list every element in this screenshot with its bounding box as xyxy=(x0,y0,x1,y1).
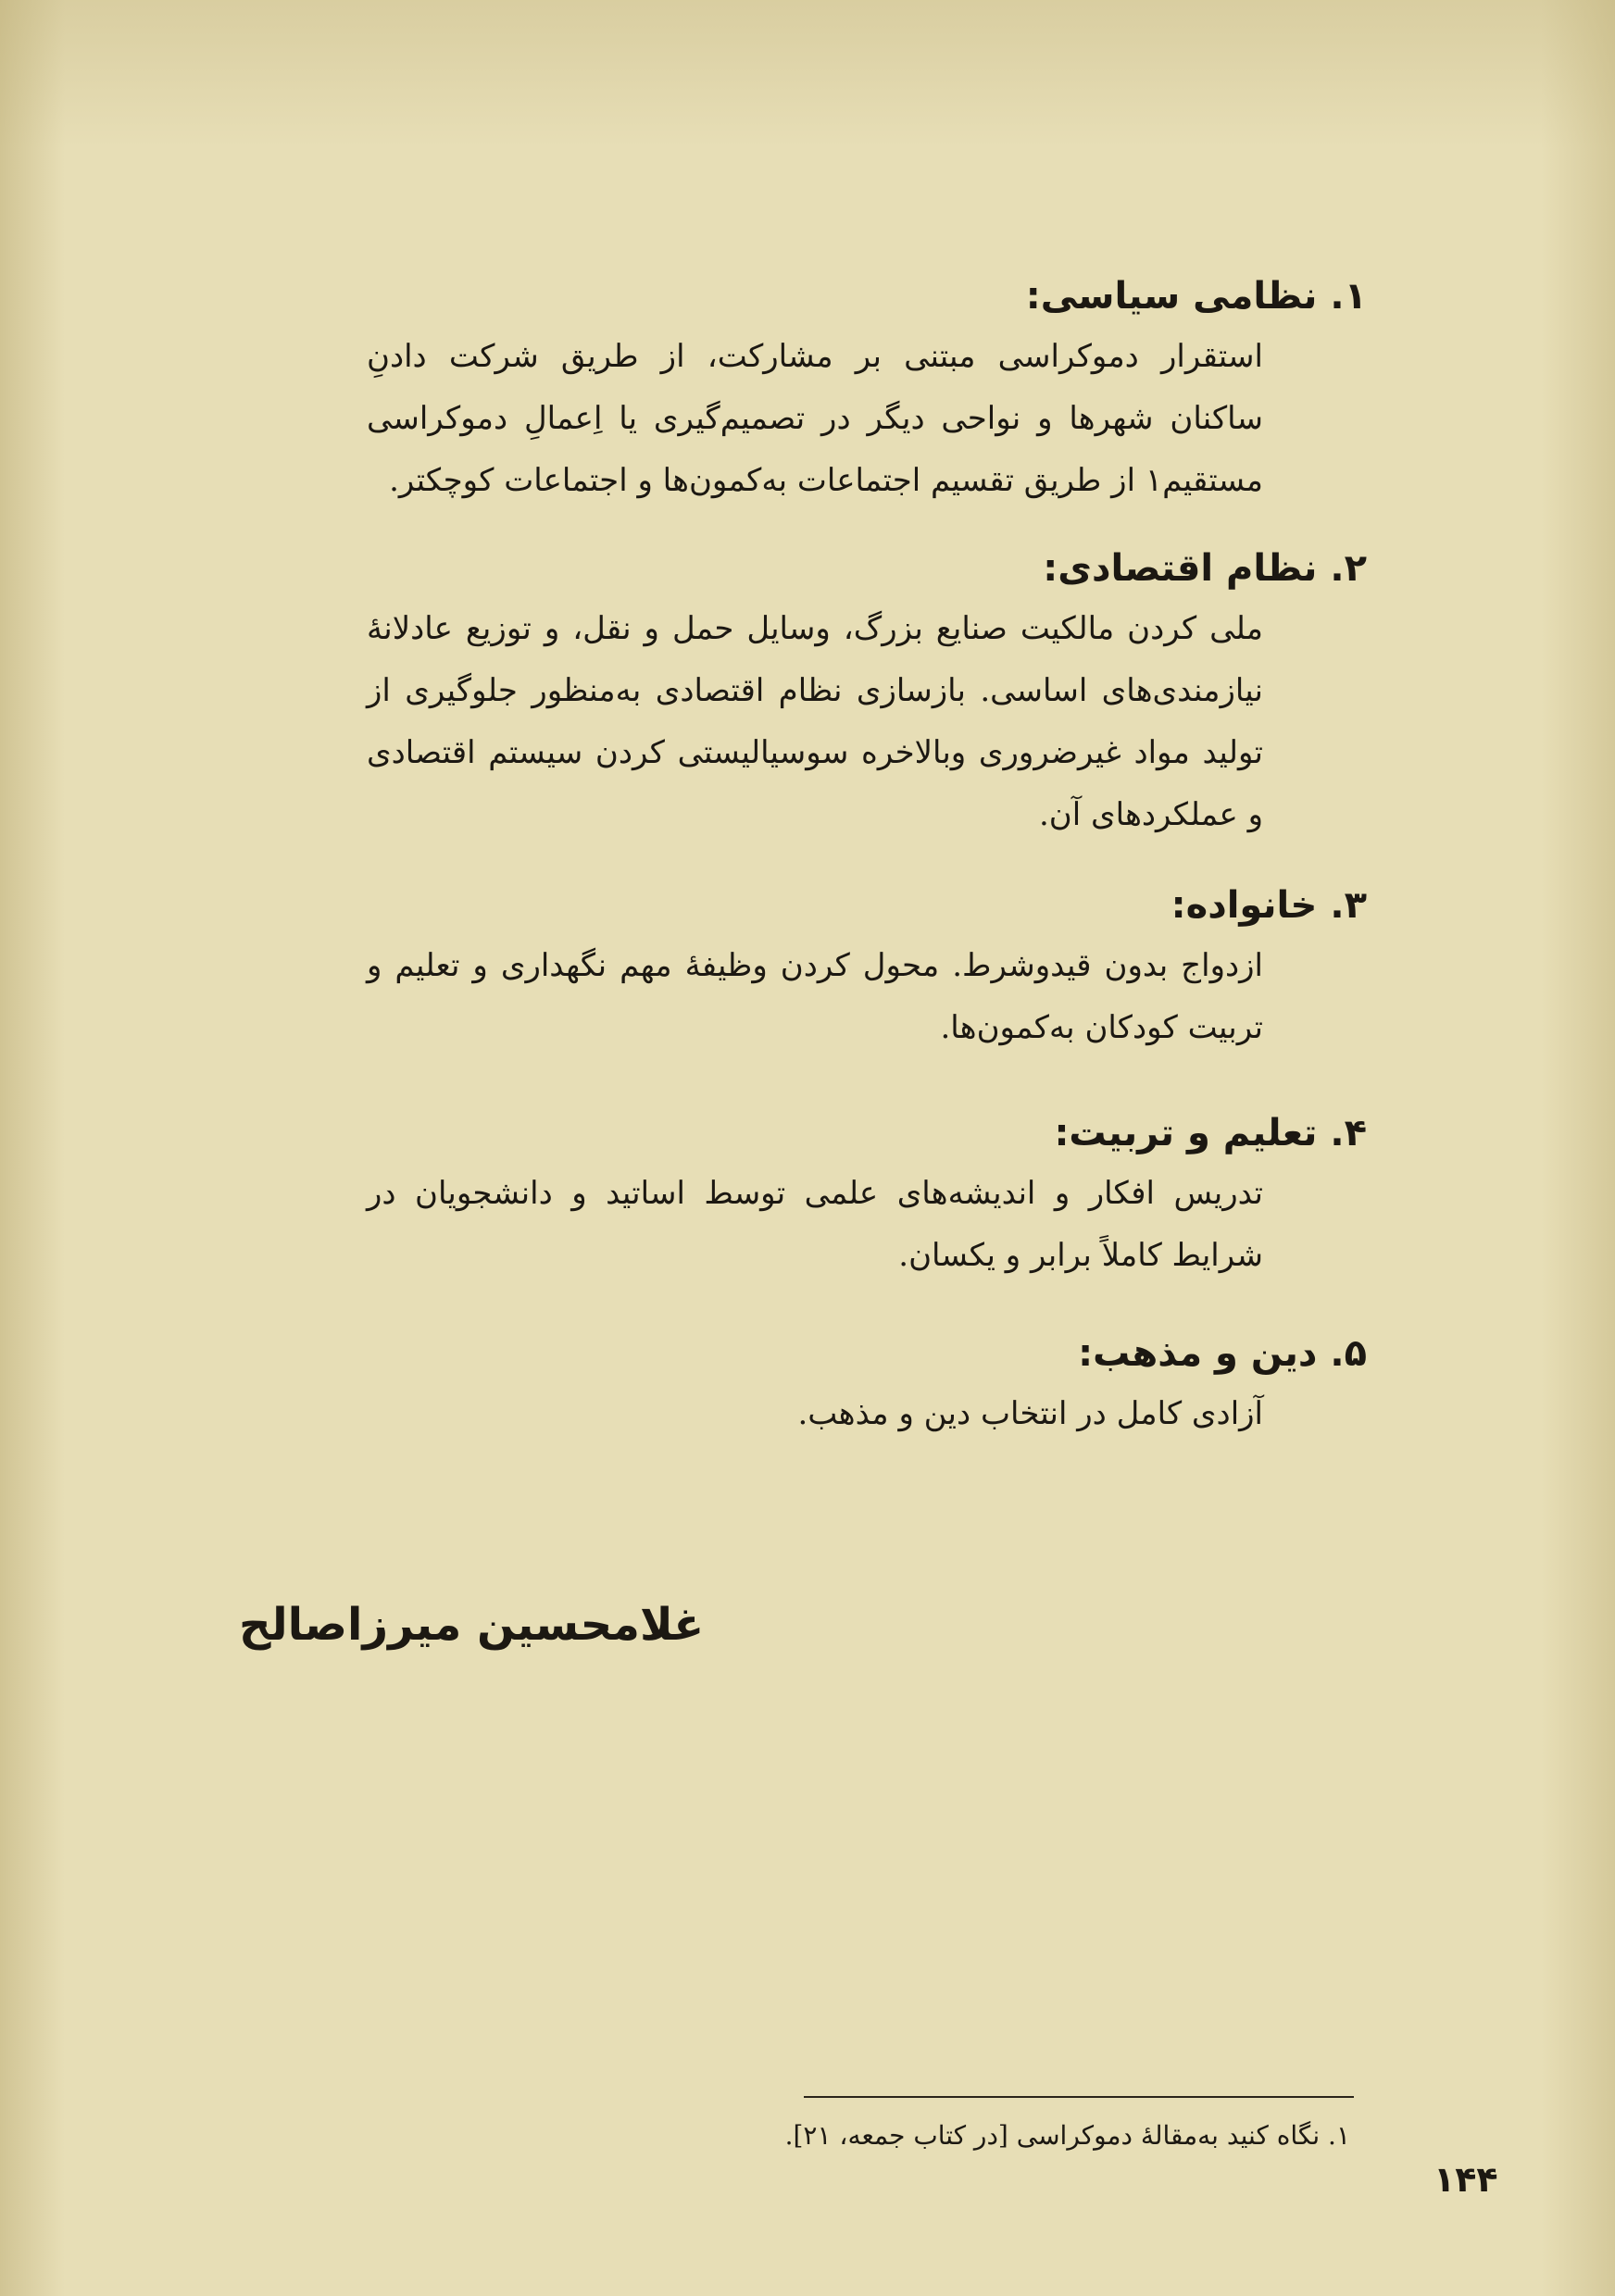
section-number: ۱. xyxy=(1330,275,1367,318)
section-title: نظامی سیاسی: xyxy=(1025,275,1318,318)
section-text: ملی کردن مالکیت صنایع بزرگ، وسایل حمل و نقل، و توزیع عادلانهٔ نیازمندی‌های اساسی. بازسازی نظام اقتصادی به‌منظور جلوگیری از تولید مواد غیرضروری وبالاخره سوسیالیستی کردن سیستم اقتصادی و عملکردهای آن. xyxy=(367,610,1263,833)
section-text: استقرار دموکراسی مبتنی بر مشارکت، از طریق شرکت دادنِ ساکنان شهرها و نواحی دیگر در تصمیم‌گیری یا اِعمالِ دموکراسی مستقیم‌١ از طریق تقسیم اجتماعات به‌کمون‌ها و اجتماعات کوچکتر. xyxy=(367,338,1263,499)
section-heading xyxy=(367,543,1367,594)
section-education xyxy=(367,1107,1367,1287)
section-religion xyxy=(367,1328,1367,1445)
section-number: ۵. xyxy=(1330,1332,1367,1375)
section-text: ازدواج بدون قیدوشرط. محول کردن وظیفهٔ مهم نگهداری و تعلیم و تربیت کودکان به‌کمون‌ها. xyxy=(367,947,1263,1046)
section-heading xyxy=(367,1328,1367,1379)
section-text: آزادی کامل در انتخاب دین و مذهب. xyxy=(797,1395,1263,1432)
section-number: ۲. xyxy=(1330,547,1367,590)
section-number: ۳. xyxy=(1330,884,1367,927)
section-heading xyxy=(367,880,1367,931)
section-title: دین و مذهب: xyxy=(1078,1332,1318,1375)
section-title: نظام اقتصادی: xyxy=(1043,547,1318,590)
section-family xyxy=(367,880,1367,1059)
footnote-divider xyxy=(804,2096,1354,2098)
section-title: تعلیم و تربیت: xyxy=(1054,1112,1318,1154)
author-signature: غلامحسین میرزاصالح xyxy=(239,1599,705,1651)
section-heading xyxy=(367,1107,1367,1159)
section-title: خانواده: xyxy=(1171,884,1318,927)
section-number: ۴. xyxy=(1330,1112,1367,1154)
section-political-system xyxy=(367,270,1367,512)
section-economic-system xyxy=(367,543,1367,846)
page-number: ۱۴۴ xyxy=(1433,2159,1498,2200)
footnote: ۱. نگاه کنید به‌مقالهٔ دموکراسی [در کتاب جمعه، ۲۱]. xyxy=(784,2120,1350,2151)
section-heading xyxy=(367,270,1367,322)
section-text: تدریس افکار و اندیشه‌های علمی توسط اساتید و دانشجویان در شرایط کاملاً برابر و یکسان. xyxy=(367,1175,1263,1274)
